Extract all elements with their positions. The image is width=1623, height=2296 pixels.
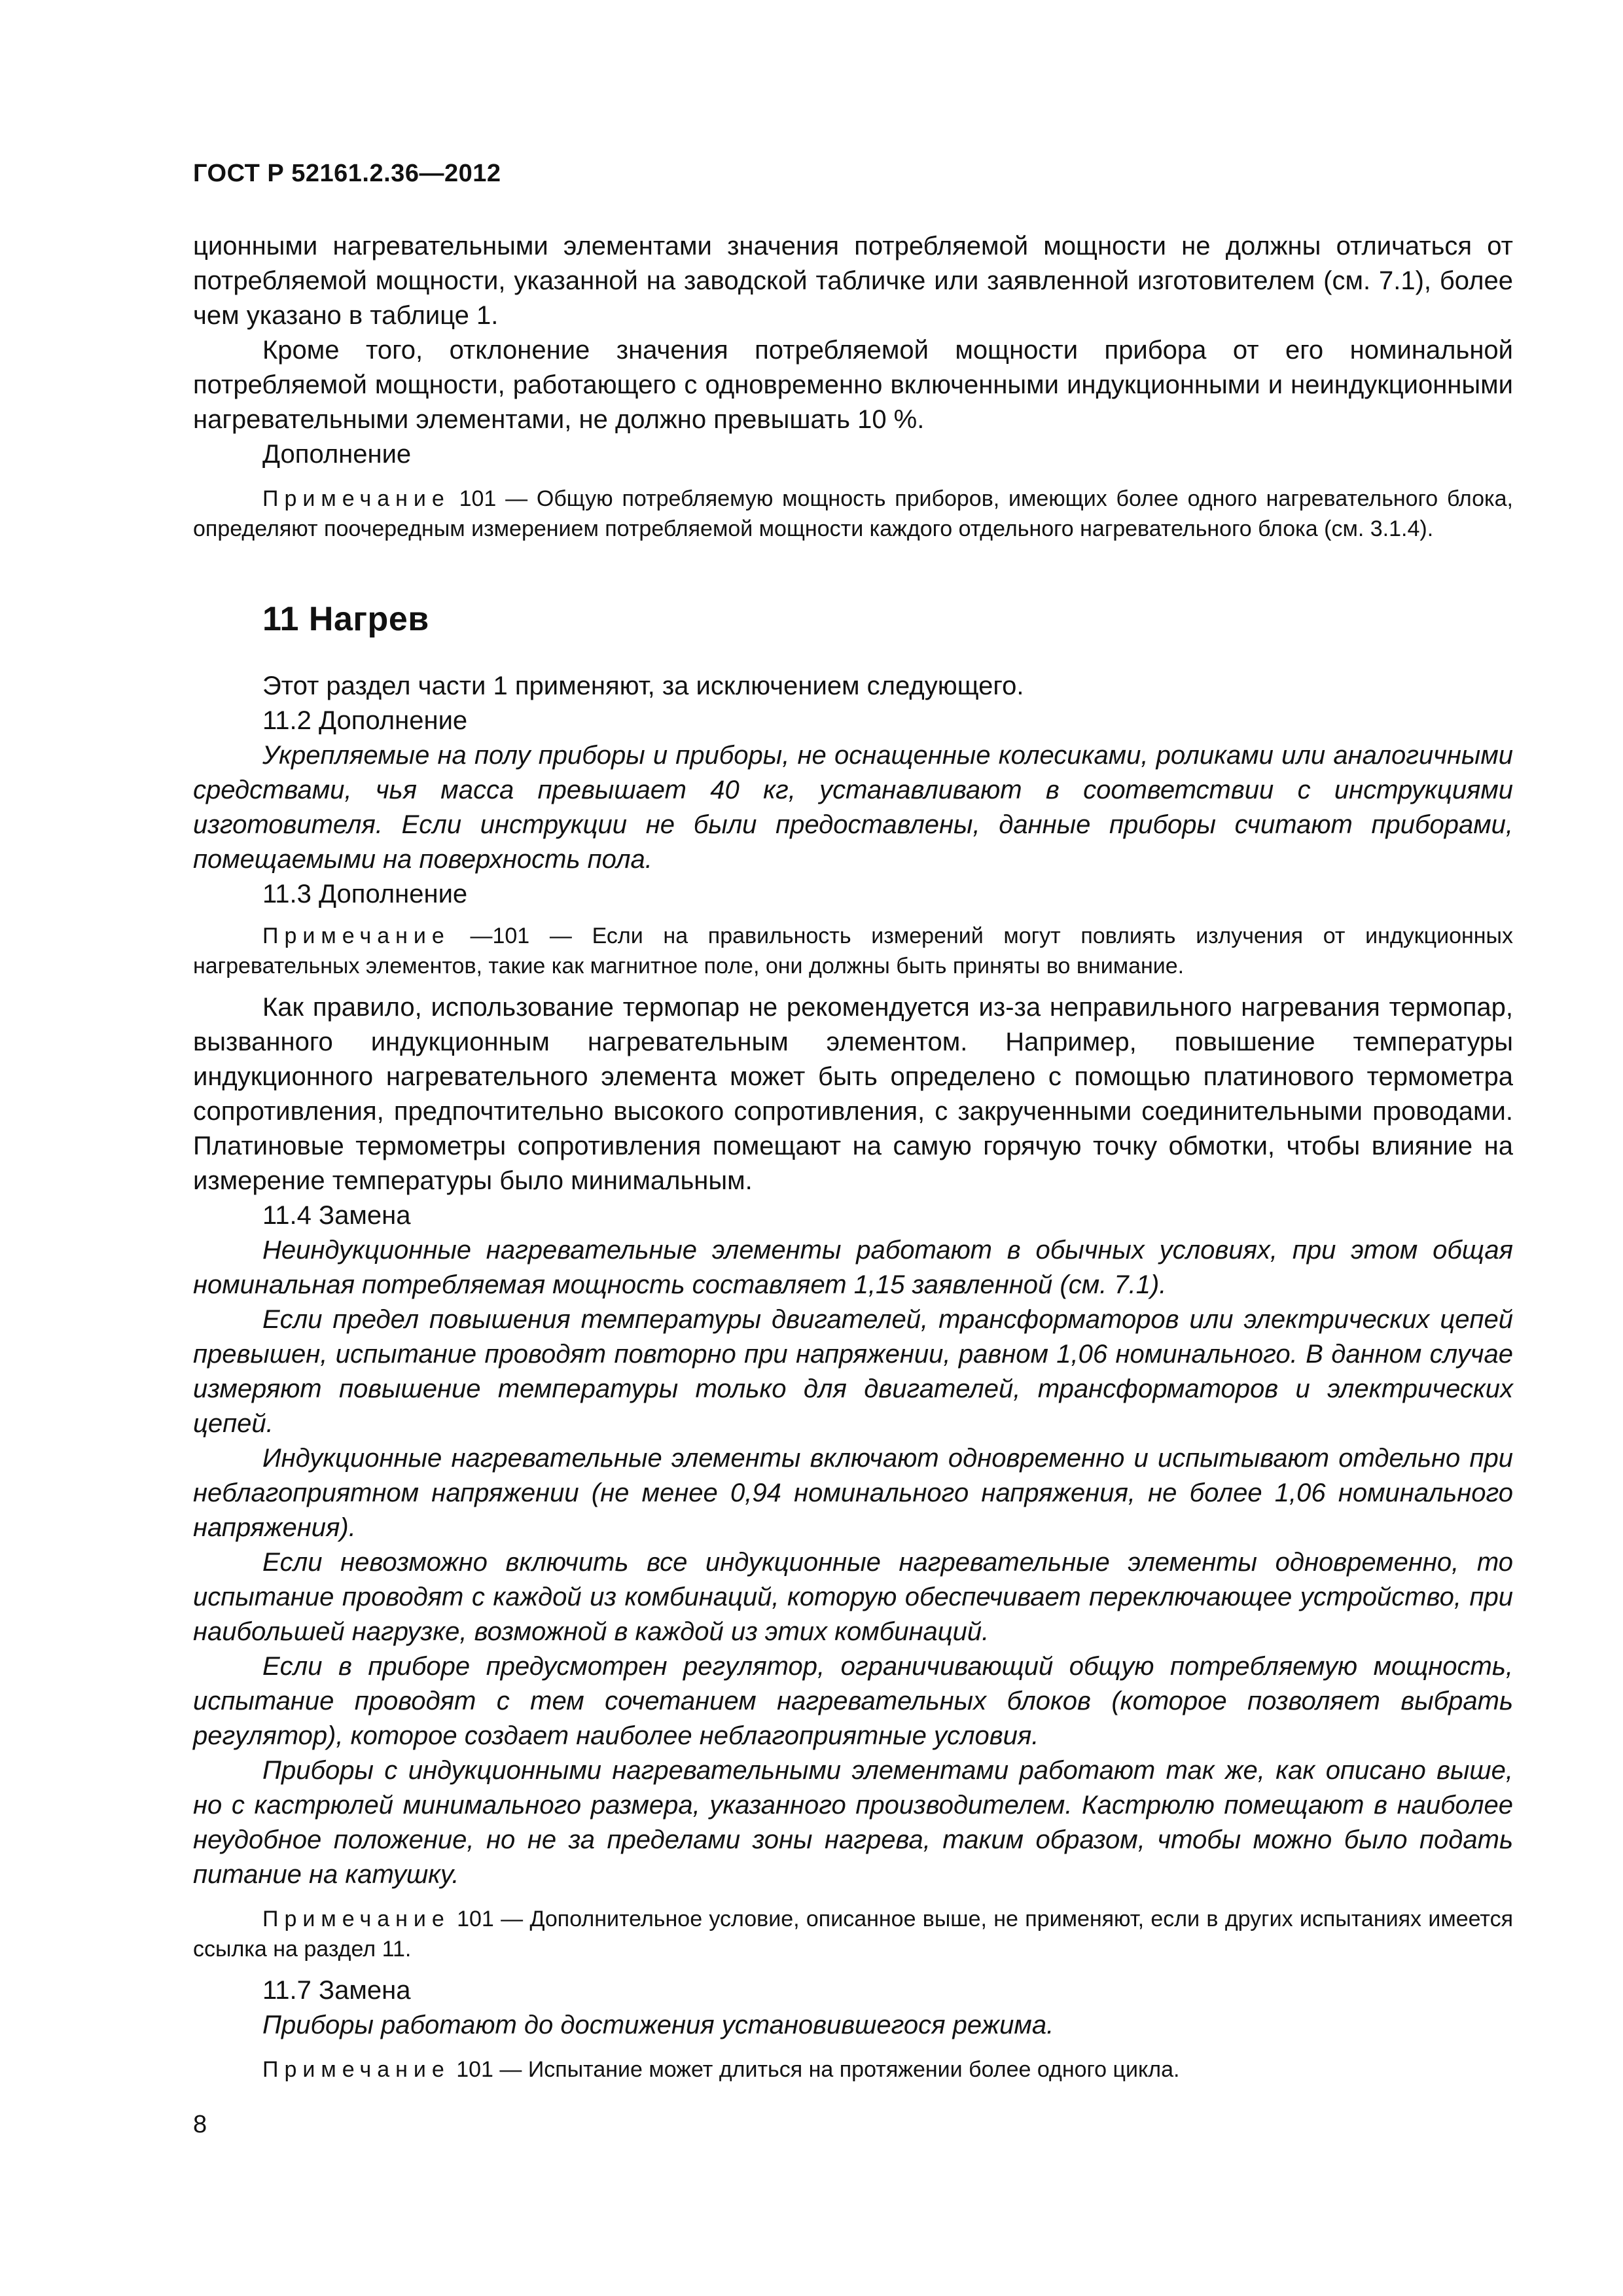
note-4-label: Примечание <box>262 2057 450 2082</box>
section-intro: Этот раздел части 1 применяют, за исключением следующего. <box>262 672 1024 700</box>
thermocouple-paragraph: Как правило, использование термопар не рекомендуется из-за неправильного нагревания термопар, вызванного индукционным нагревательным элементом. Например, повышение температуры индукционного нагревательного элемента может быть определено с помощью платинового термометра сопротивления, предпочтительно высокого сопротивления, с закрученными соединительными проводами. Платиновые термометры сопротивления помещают на самую горячую точку обмотки, чтобы влияние на измерение температуры было минимальным. <box>193 993 1513 1195</box>
clause-11-7-heading: 11.7 Замена <box>262 1976 411 2005</box>
note-3 <box>193 1904 1513 1964</box>
note-2 <box>193 921 1513 981</box>
note-1-text: 101 — Общую потребляемую мощность приборов, имеющих более одного нагревательного блока, определяют поочередным измерением потребляемой мощности каждого отдельного нагревательного блока (см. 3.1.4). <box>193 486 1513 541</box>
clause-11-4-paragraph-3: Индукционные нагревательные элементы включают одновременно и испытывают отдельно при неблагоприятном напряжении (не менее 0,94 номинального напряжения, не более 1,06 номинального напряжения). <box>193 1444 1513 1542</box>
document-header: ГОСТ Р 52161.2.36—2012 <box>193 160 501 187</box>
section-11-body <box>193 669 1513 2085</box>
note-1-label: Примечание <box>262 486 450 511</box>
page-number: 8 <box>193 2111 207 2138</box>
note-2-text: —101 — Если на правильность измерений могут повлиять излучения от индукционных нагревательных элементов, такие как магнитное поле, они должны быть приняты во внимание. <box>193 924 1513 978</box>
intro-paragraph-1: ционными нагревательными элементами значения потребляемой мощности не должны отличаться от потребляемой мощности, указанной на заводской табличке или заявленной изготовителем (см. 7.1), более чем указано в таблице 1. <box>193 232 1513 330</box>
intro-addition-label: Дополнение <box>262 440 412 469</box>
clause-11-4-paragraph-6: Приборы с индукционными нагревательными элементами работают так же, как описано выше, но с кастрюлей минимального размера, указанного производителем. Кастрюлю помещают в наиболее неудобное положение, но не за пределами зоны нагрева, таким образом, чтобы можно было подать питание на катушку. <box>193 1756 1513 1889</box>
intro-block <box>193 229 1513 544</box>
clause-11-3-heading: 11.3 Дополнение <box>262 880 468 908</box>
clause-11-2-heading: 11.2 Дополнение <box>262 706 468 735</box>
clause-11-7-text: Приборы работают до достижения установившегося режима. <box>262 2011 1054 2039</box>
note-2-label: Примечание <box>262 924 450 948</box>
note-4 <box>193 2054 1513 2085</box>
clause-11-4-paragraph-5: Если в приборе предусмотрен регулятор, ограничивающий общую потребляемую мощность, испытание проводят с тем сочетанием нагревательных блоков (которое позволяет выбрать регулятор), которое создает наиболее неблагоприятные условия. <box>193 1652 1513 1750</box>
clause-11-2-text: Укрепляемые на полу приборы и приборы, не оснащенные колесиками, роликами или аналогичными средствами, чья масса превышает 40 кг, устанавливают в соответствии с инструкциями изготовителя. Если инструкции не были предоставлены, данные приборы считают приборами, помещаемыми на поверхность пола. <box>193 741 1513 874</box>
clause-11-4-paragraph-1: Неиндукционные нагревательные элементы работают в обычных условиях, при этом общая номинальная потребляемая мощность составляет 1,15 заявленной (см. 7.1). <box>193 1236 1513 1299</box>
clause-11-4-paragraph-2: Если предел повышения температуры двигателей, трансформаторов или электрических цепей превышен, испытание проводят повторно при напряжении, равном 1,06 номинального. В данном случае измеряют повышение температуры только для двигателей, трансформаторов и электрических цепей. <box>193 1305 1513 1438</box>
section-11-title: 11 Нагрев <box>262 600 429 638</box>
note-1 <box>193 484 1513 544</box>
clause-11-4-paragraph-4: Если невозможно включить все индукционные нагревательные элементы одновременно, то испытание проводят с каждой из комбинаций, которую обеспечивает переключающее устройство, при наибольшей нагрузке, возможной в каждой из этих комбинаций. <box>193 1548 1513 1646</box>
note-3-text: 101 — Дополнительное условие, описанное выше, не применяют, если в других испытаниях имеется ссылка на раздел 11. <box>193 1907 1513 1962</box>
note-4-text: 101 — Испытание может длиться на протяжении более одного цикла. <box>450 2057 1180 2082</box>
note-3-label: Примечание <box>262 1907 450 1931</box>
clause-11-4-heading: 11.4 Замена <box>262 1201 411 1230</box>
intro-paragraph-2: Кроме того, отклонение значения потребляемой мощности прибора от его номинальной потребляемой мощности, работающего с одновременно включенными индукционными и неиндукционными нагревательными элементами, не должно превышать 10 %. <box>193 336 1513 434</box>
